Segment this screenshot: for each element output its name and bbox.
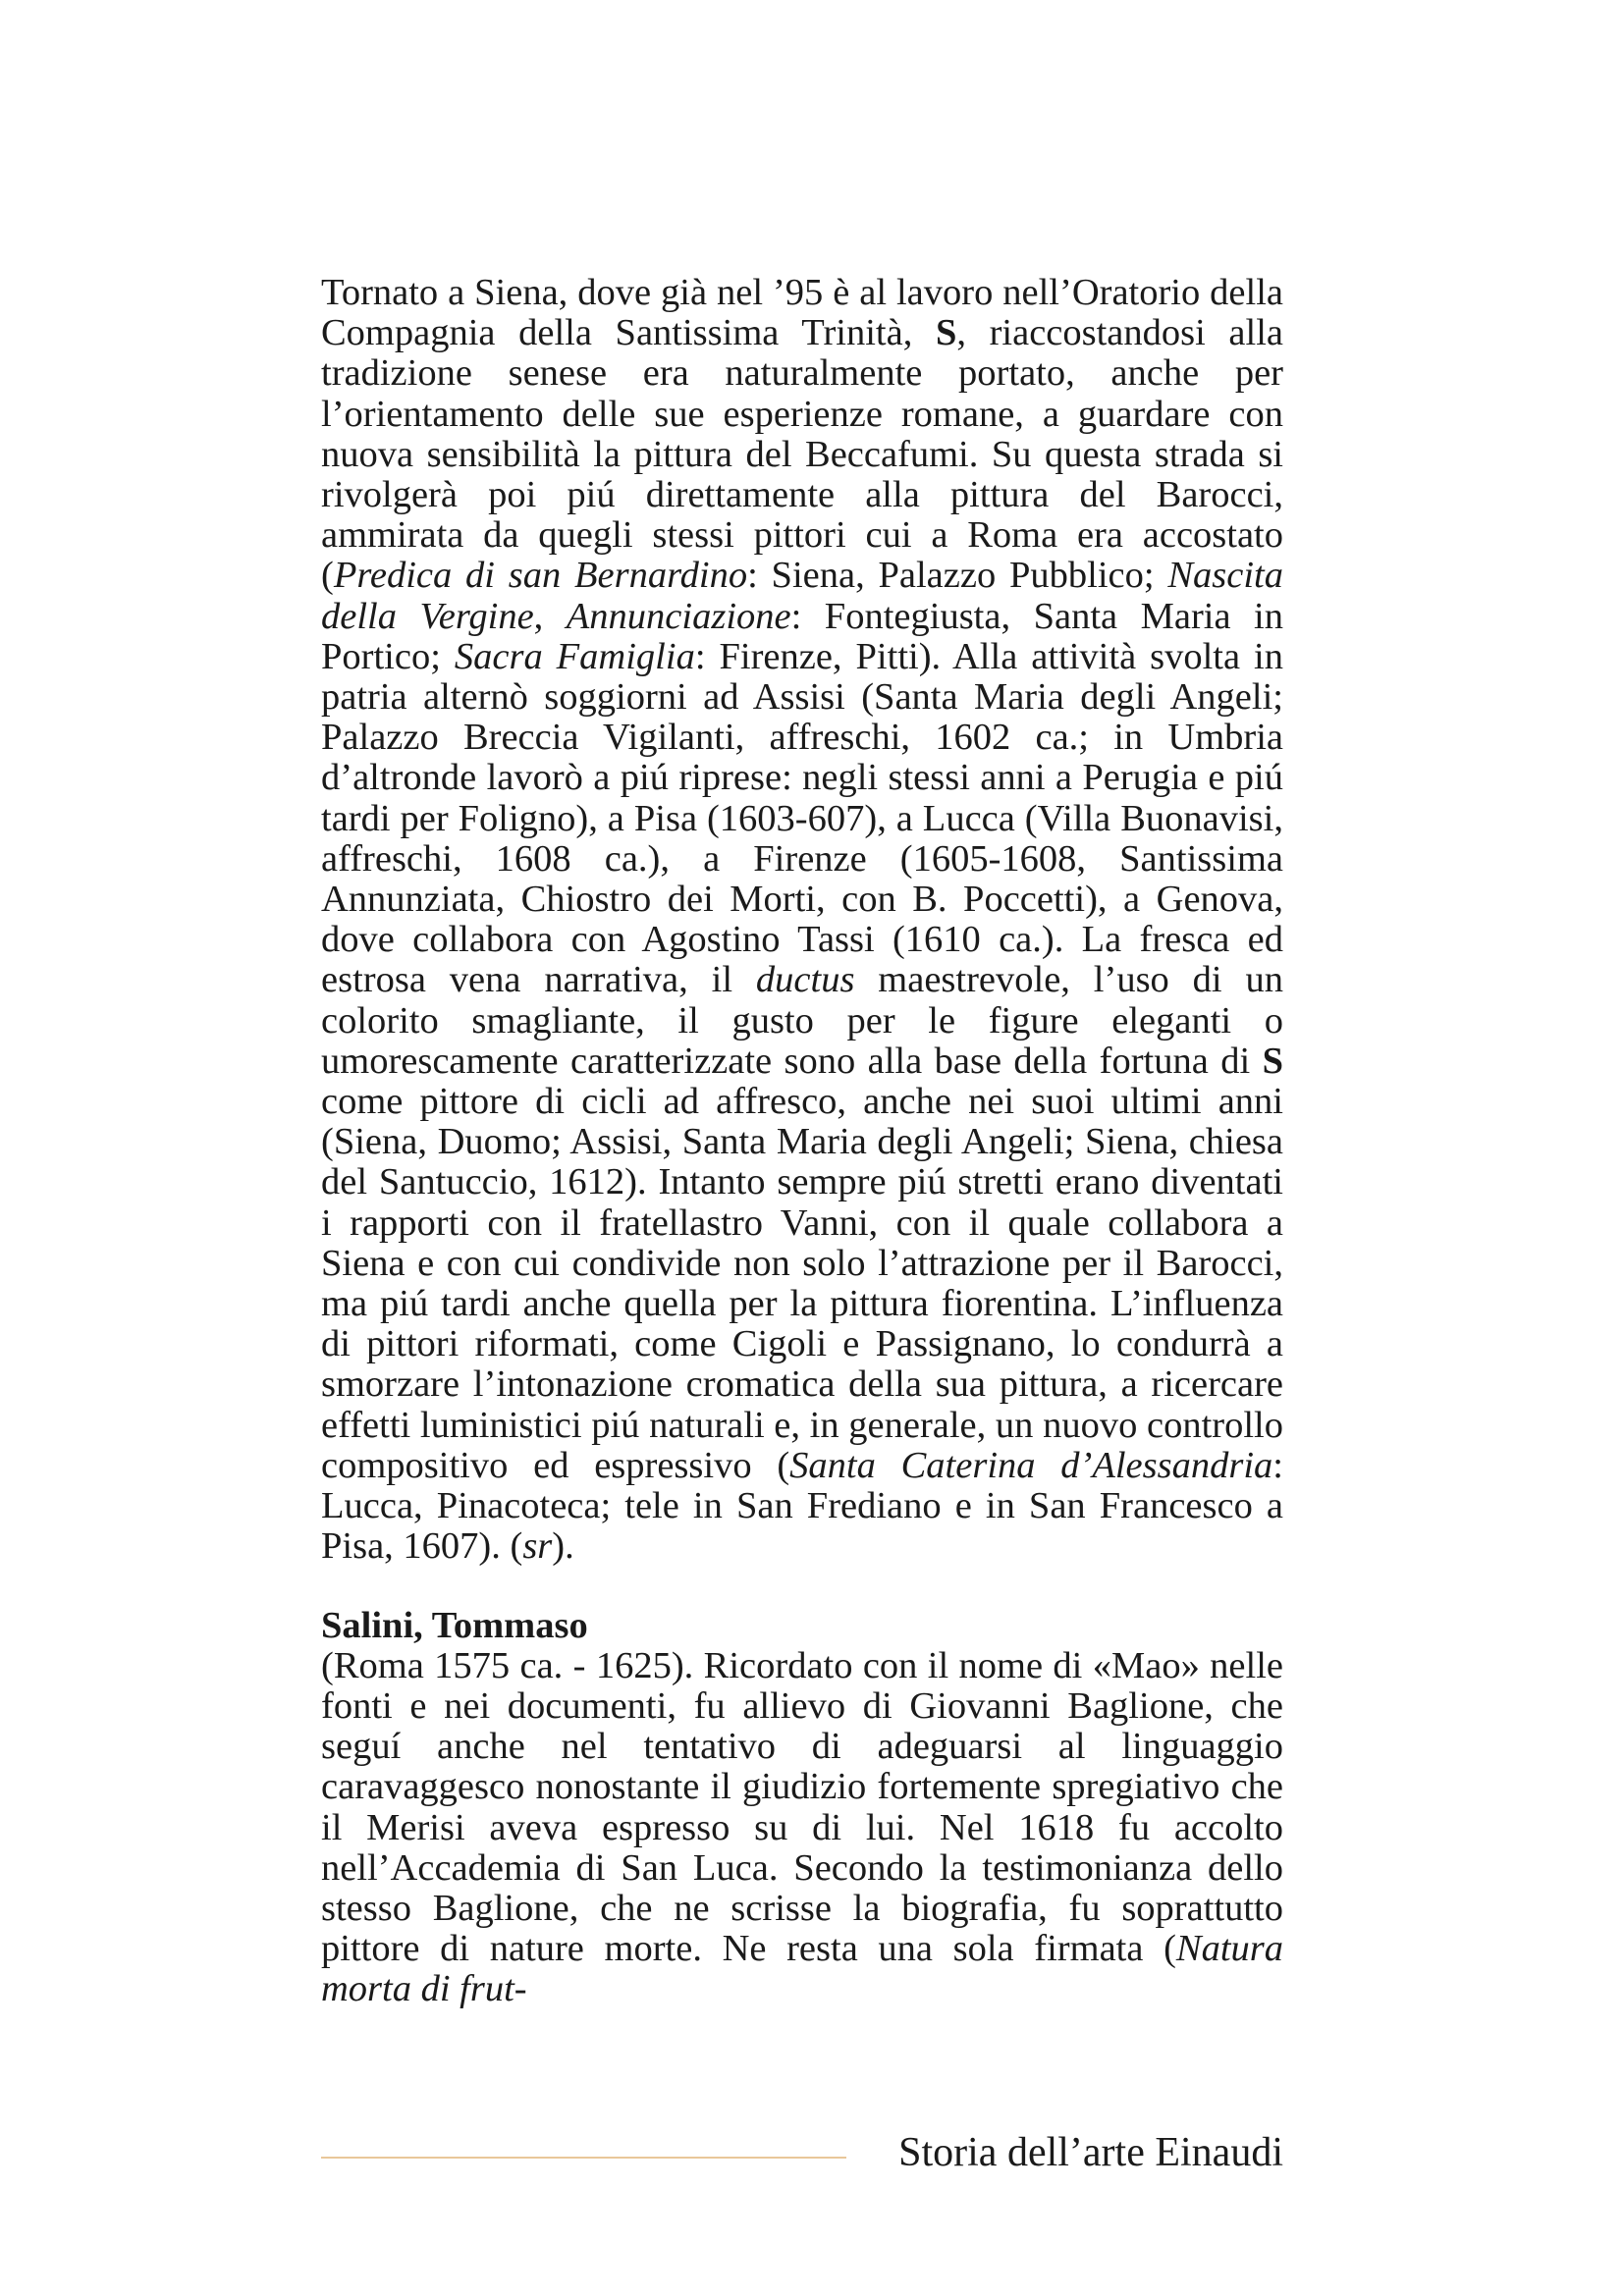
entry-salini-paragraph [321,1646,1283,2010]
text-segment: : Fontegiusta, Santa Maria in Portico; [321,595,1283,677]
text-segment: , [533,595,567,637]
text-segment: , riaccostandosi alla tradizione senese era naturalmente portato, anche per l’orientamento delle sue esperienze romane, a guardare con nuova sensibilità la pittura del Beccafumi. Su questa strada si rivolgerà poi piú direttamente alla pittura del Barocci, ammirata da quegli stessi pittori cui a Roma era accostato ( [321,312,1283,597]
text-segment: come pittore di cicli ad affresco, anche nei suoi ultimi anni (Siena, Duomo; Assisi, Santa Maria degli Angeli; Siena, chiesa del Santuccio, 1612). Intanto sempre piú stretti erano diventati i rapporti con il fratellastro Vanni, con il quale collabora a Siena e con cui condivide non solo l’attrazione per il Barocci, ma piú tardi anche quella per la pittura fiorentina. L’influenza di pittori riformati, come Cigoli e Passignano, lo condurrà a smorzare l’intonazione cromatica della sua pittura, a ricercare effetti luministici piú naturali e, in generale, un nuovo controllo compositivo ed espressivo ( [321,1081,1283,1486]
page-footer [321,2125,1283,2184]
text-segment: Tornato a Siena, dove già nel ’95 è al lavoro nell’Oratorio della Compagnia della Santissima Trinità, [321,272,1283,354]
author-initials: sr [522,1525,553,1568]
text-segment-bold: S [935,312,957,354]
artwork-title: Annunciazione [566,595,791,637]
text-segment: (Roma 1575 ca. - 1625). Ricordato con il nome di «Mao» nelle fonti e nei documenti, fu allievo di Giovanni Baglione, che seguí anche nel tentativo di adeguarsi al linguaggio caravaggesco nonostante il giudizio fortemente spregiativo che il Merisi aveva espresso su di lui. Nel 1618 fu accolto nell’Accademia di San Luca. Secondo la testimonianza dello stesso Baglione, che ne scrisse la biografia, fu soprattutto pittore di nature morte. Ne resta una sola firmata ( [321,1644,1283,1970]
text-segment-bold: S [1262,1040,1283,1082]
text-segment: : Siena, Palazzo Pubblico; [747,555,1168,597]
text-segment: ). [552,1525,574,1568]
entry-title: Salini, Tommaso [321,1604,588,1646]
italic-term: ductus [755,959,855,1001]
text-segment: maestrevole, l’uso di un colorito smagliante, il gusto per le figure eleganti o umorescamente caratterizzate sono alla base della fortuna di [321,959,1283,1082]
text-segment: : Firenze, Pitti). Alla attività svolta in patria alternò soggiorni ad Assisi (Santa Maria degli Angeli; Palazzo Breccia Vigilanti, affreschi, 1602 ca.; in Umbria d’altronde lavorò a piú riprese: negli stessi anni a Perugia e piú tardi per Foligno), a Pisa (1603-607), a Lucca (Villa Buonavisi, affreschi, 1608 ca.), a Firenze (1605-1608, Santissima Annunziata, Chiostro dei Morti, con B. Poccetti), a Genova, dove collabora con Agostino Tassi (1610 ca.). La fresca ed estrosa vena narrativa, il [321,635,1283,1001]
footer-rule [321,2157,846,2159]
entry-continued-paragraph [321,273,1283,1568]
page-body [321,273,1283,2010]
text-segment: : Lucca, Pinacoteca; tele in San Frediano e in San Francesco a Pisa, 1607). ( [321,1444,1283,1568]
artwork-title: Nascita della Vergine [321,555,1283,637]
artwork-title: Sacra Famiglia [454,635,695,677]
artwork-title: Santa Caterina d’Alessandria [789,1444,1273,1486]
artwork-title: Predica di san Bernardino [333,555,748,597]
artwork-title: Natura morta di frut- [321,1928,1283,2010]
footer-label: Storia dell’arte Einaudi [898,2130,1283,2175]
